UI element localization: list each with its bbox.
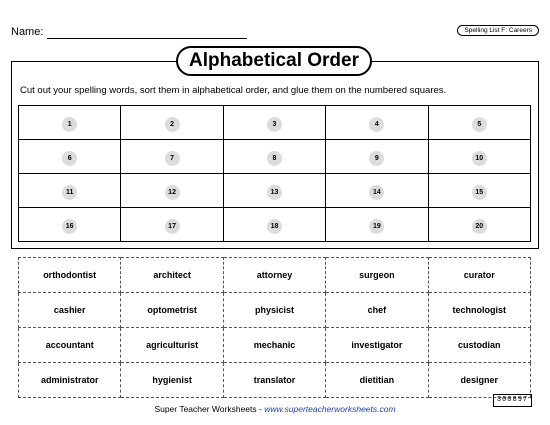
numbered-square	[19, 140, 121, 174]
words-row	[19, 328, 531, 363]
numbered-square	[121, 174, 223, 208]
word-card: administrator	[19, 363, 121, 398]
words-row	[19, 363, 531, 398]
words-row	[19, 258, 531, 293]
square-number: 15	[472, 185, 487, 200]
word-card: architect	[121, 258, 223, 293]
numbered-square	[223, 106, 325, 140]
squares-row	[19, 174, 531, 208]
word-card: orthodontist	[19, 258, 121, 293]
instructions-text: Cut out your spelling words, sort them in alphabetical order, and glue them on the numbered squares.	[20, 85, 447, 96]
numbered-square	[326, 106, 428, 140]
word-card: agriculturist	[121, 328, 223, 363]
square-number: 14	[369, 185, 384, 200]
square-number: 12	[165, 185, 180, 200]
word-card: custodian	[428, 328, 530, 363]
numbered-square	[428, 140, 530, 174]
word-card: attorney	[223, 258, 325, 293]
footer-separator: -	[256, 404, 265, 414]
square-number: 1	[62, 117, 77, 132]
square-number: 16	[62, 219, 77, 234]
square-number: 3	[267, 117, 282, 132]
square-number: 17	[165, 219, 180, 234]
numbered-square	[223, 140, 325, 174]
squares-row	[19, 140, 531, 174]
square-number: 10	[472, 151, 487, 166]
numbered-square	[223, 208, 325, 242]
square-number: 8	[267, 151, 282, 166]
word-card: curator	[428, 258, 530, 293]
square-number: 6	[62, 151, 77, 166]
square-number: 4	[369, 117, 384, 132]
name-label: Name:	[11, 26, 44, 38]
numbered-square	[121, 106, 223, 140]
numbered-square	[19, 174, 121, 208]
square-number: 13	[267, 185, 282, 200]
square-number: 5	[472, 117, 487, 132]
numbered-square	[326, 140, 428, 174]
worksheet-code: 300897	[493, 394, 532, 407]
word-card: chef	[326, 293, 428, 328]
word-card: hygienist	[121, 363, 223, 398]
word-card: technologist	[428, 293, 530, 328]
words-row	[19, 293, 531, 328]
word-card: investigator	[326, 328, 428, 363]
word-card: surgeon	[326, 258, 428, 293]
name-field[interactable]	[47, 38, 247, 39]
square-number: 9	[369, 151, 384, 166]
square-number: 11	[62, 185, 77, 200]
squares-row	[19, 208, 531, 242]
square-number: 20	[472, 219, 487, 234]
word-card: dietitian	[326, 363, 428, 398]
numbered-square	[428, 106, 530, 140]
numbered-square	[428, 174, 530, 208]
numbered-square	[428, 208, 530, 242]
cut-out-words-grid	[18, 257, 531, 398]
word-card: designer	[428, 363, 530, 398]
square-number: 7	[165, 151, 180, 166]
numbered-square	[326, 174, 428, 208]
square-number: 19	[369, 219, 384, 234]
spelling-list-tag: Spelling List F: Careers	[457, 25, 539, 36]
word-card: translator	[223, 363, 325, 398]
worksheet-title: Alphabetical Order	[176, 46, 372, 76]
square-number: 18	[267, 219, 282, 234]
numbered-square	[19, 208, 121, 242]
numbered-square	[121, 140, 223, 174]
footer-url[interactable]: www.superteacherworksheets.com	[264, 404, 396, 414]
word-card: optometrist	[121, 293, 223, 328]
numbered-square	[326, 208, 428, 242]
numbered-square	[19, 106, 121, 140]
word-card: mechanic	[223, 328, 325, 363]
word-card: physicist	[223, 293, 325, 328]
footer-brand: Super Teacher Worksheets	[154, 404, 257, 414]
footer	[0, 404, 550, 414]
square-number: 2	[165, 117, 180, 132]
numbered-square	[121, 208, 223, 242]
word-card: accountant	[19, 328, 121, 363]
numbered-square	[223, 174, 325, 208]
word-card: cashier	[19, 293, 121, 328]
squares-row	[19, 106, 531, 140]
numbered-squares-grid	[18, 105, 531, 242]
